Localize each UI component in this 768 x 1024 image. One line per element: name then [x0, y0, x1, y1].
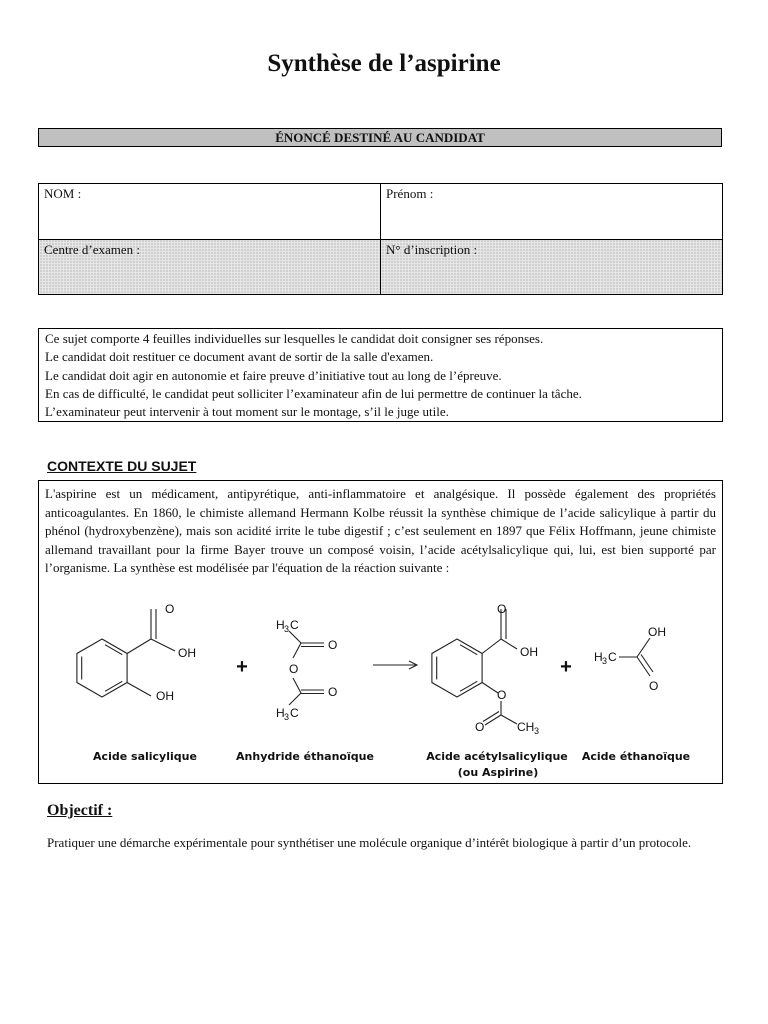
- atom-ch: CH: [517, 720, 535, 734]
- atom-o: O: [289, 662, 299, 676]
- atom-sub3: 3: [284, 624, 290, 634]
- label-salicylic-acid: Acide salicylique: [93, 750, 197, 763]
- objective-heading: Objectif :: [47, 802, 113, 819]
- atom-o: O: [328, 685, 338, 699]
- atom-o: O: [649, 679, 659, 693]
- atom-oh: OH: [648, 625, 666, 639]
- atom-o: O: [165, 602, 175, 616]
- label-aspirin-alt: (ou Aspirine): [457, 766, 539, 779]
- rule-line: En cas de difficulté, le candidat peut solliciter l’examinateur afin de lui permettre de continuer la tâche.: [45, 385, 582, 401]
- atom-o: O: [497, 688, 507, 702]
- plus-sign: +: [560, 656, 572, 678]
- context-heading: CONTEXTE DU SUJET: [47, 458, 197, 474]
- atom-sub3: 3: [284, 712, 290, 722]
- atom-o: O: [328, 638, 338, 652]
- label-acetic-acid: Acide éthanoïque: [581, 750, 691, 763]
- atom-oh: OH: [156, 689, 174, 703]
- rule-line: Ce sujet comporte 4 feuilles individuelles sur lesquelles le candidat doit consigner ses réponses.: [45, 331, 544, 346]
- prenom-field[interactable]: [381, 184, 723, 240]
- atom-oh: OH: [520, 645, 538, 659]
- atom-c: C: [290, 706, 299, 720]
- centre-field[interactable]: [39, 239, 381, 295]
- atom-o: O: [475, 720, 485, 734]
- context-box: [38, 480, 723, 784]
- atom-h: H: [594, 650, 603, 664]
- rules-box: [38, 328, 723, 422]
- plus-sign: +: [236, 656, 248, 678]
- atom-h: H: [276, 706, 285, 720]
- atom-h: H: [276, 618, 285, 632]
- atom-oh: OH: [178, 646, 196, 660]
- centre-label: Centre d’examen :: [44, 241, 141, 257]
- atom-sub3: 3: [602, 656, 608, 666]
- inscription-label: N° d’inscription :: [386, 241, 478, 257]
- prenom-label: Prénom :: [386, 186, 434, 201]
- candidate-banner: ÉNONCÉ DESTINÉ AU CANDIDAT: [38, 128, 722, 147]
- nom-field[interactable]: [39, 184, 381, 240]
- page-title: Synthèse de l’aspirine: [267, 50, 501, 77]
- rule-line: L’examinateur peut intervenir à tout moment sur le montage, s’il le juge utile.: [45, 404, 449, 420]
- reaction-equation: [39, 601, 722, 783]
- nom-label: NOM :: [44, 186, 82, 201]
- objective-text: Pratiquer une démarche expérimentale pour synthétiser une molécule organique d’intérêt biologique à partir d’un protocole.: [47, 835, 692, 850]
- inscription-field[interactable]: [381, 239, 723, 295]
- atom-c: C: [608, 650, 617, 664]
- rule-line: Le candidat doit restituer ce document avant de sortir de la salle d'examen.: [45, 349, 434, 365]
- atom-o: O: [497, 602, 507, 616]
- rule-line: Le candidat doit agir en autonomie et faire preuve d’initiative tout au long de l’épreuve.: [45, 367, 502, 383]
- atom-c: C: [290, 618, 299, 632]
- label-aspirin: Acide acétylsalicylique: [426, 750, 568, 763]
- atom-sub3: 3: [534, 726, 540, 736]
- label-anhydride: Anhydride éthanoïque: [236, 750, 374, 763]
- identity-table: [38, 183, 723, 295]
- context-text: L'aspirine est un médicament, antipyrétique, anti-inflammatoire et analgésique. Il possède également des propriétés anticoagulantes. En 1860, le chimiste allemand Hermann Kolbe réussit la synthèse chimique de l’acide salicylique à partir du phénol (hydroxybenzène), mais son acidité irrite le tube digestif ; c’est seulement en 1897 que Félix Hoffmann, jeune chimiste allemand travaillant pour la firme Bayer trouve un composé voisin, l’acide acétylsalicylique qui, lui, est bien supporté par l’organisme. La synthèse est modélisée par l'équation de la réaction suivante :: [45, 486, 716, 575]
